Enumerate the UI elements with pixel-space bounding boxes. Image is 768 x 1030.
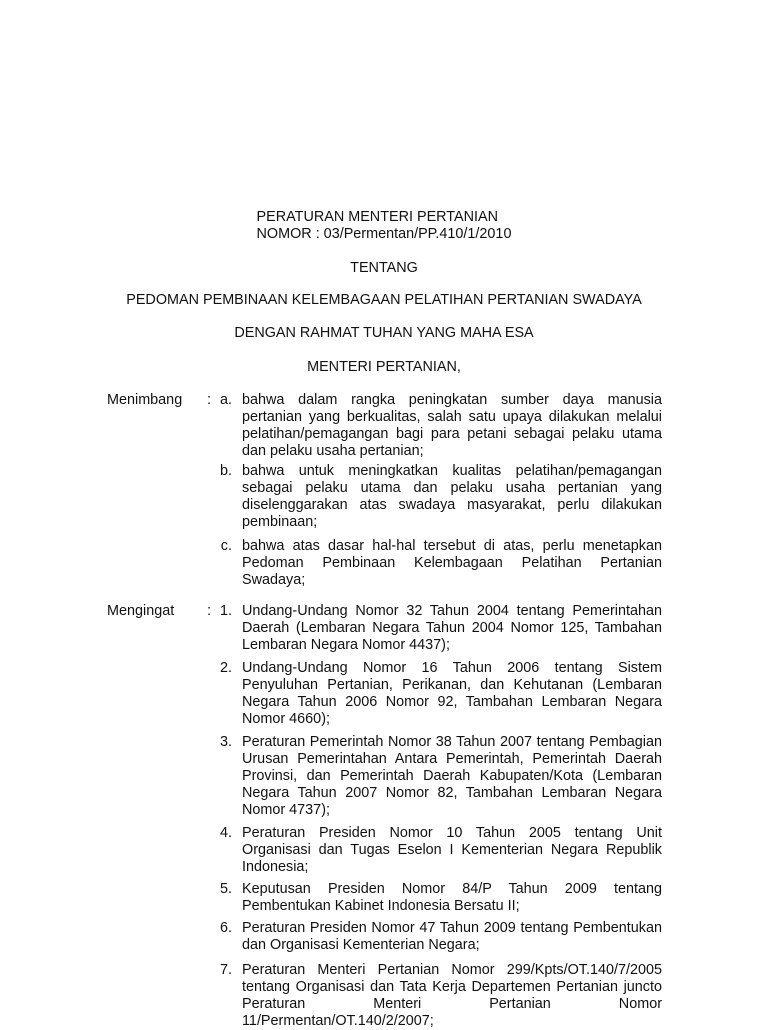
item-marker: 4. bbox=[219, 825, 232, 841]
item-marker: 5. bbox=[219, 881, 232, 897]
regulation-number: NOMOR : 03/Permentan/PP.410/1/2010 bbox=[256, 226, 512, 242]
item-text: Keputusan Presiden Nomor 84/P Tahun 2009 tentang Pembentukan Kabinet Indonesia Bersatu II; bbox=[242, 881, 662, 914]
item-marker: c. bbox=[220, 538, 232, 554]
item-text: Peraturan Menteri Pertanian Nomor 299/Kpts/OT.140/7/2005 tentang Organisasi dan Tata Kerja Departemen Pertanian juncto Peraturan Menteri Pertanian Nomor 11/Permentan/OT.140/2/2007; bbox=[242, 962, 662, 1029]
menimbang-item bbox=[200, 392, 662, 460]
regulation-title-block bbox=[0, 209, 768, 243]
mengingat-item bbox=[200, 920, 662, 954]
item-text: Undang-Undang Nomor 32 Tahun 2004 tentang Pemerintahan Daerah (Lembaran Negara Tahun 2004 Nomor 125, Tambahan Lembaran Negara Nomor 4437); bbox=[242, 603, 662, 653]
rahmat-heading: DENGAN RAHMAT TUHAN YANG MAHA ESA bbox=[234, 325, 534, 341]
item-text: Peraturan Pemerintah Nomor 38 Tahun 2007 tentang Pembagian Urusan Pemerintahan Antara Pemerintah, Pemerintah Daerah Provinsi, dan Pemerintah Daerah Kabupaten/Kota (Lembaran Negara Tahun 2007 Nomor 82, Tambahan Lembaran Negara Nomor 4737); bbox=[242, 734, 662, 818]
regulation-title: PERATURAN MENTERI PERTANIAN bbox=[256, 209, 499, 225]
item-text: bahwa untuk meningkatkan kualitas pelatihan/pemagangan sebagai pelaku utama dan pelaku usaha pertanian yang diselenggarakan atas swadaya masyarakat, perlu dilakukan pembinaan; bbox=[242, 463, 662, 530]
mengingat-item bbox=[200, 660, 662, 728]
mengingat-item bbox=[200, 603, 662, 654]
item-marker: 7. bbox=[219, 962, 232, 978]
mengingat-colon: : bbox=[207, 603, 211, 619]
item-text: Undang-Undang Nomor 16 Tahun 2006 tentang Sistem Penyuluhan Pertanian, Perikanan, dan Kehutanan (Lembaran Negara Tahun 2006 Nomor 92, Tambahan Lembaran Negara Nomor 4660); bbox=[242, 660, 662, 727]
item-text: bahwa atas dasar hal-hal tersebut di atas, perlu menetapkan Pedoman Pembinaan Kelembagaan Pelatihan Pertanian Swadaya; bbox=[242, 538, 662, 588]
tentang-heading: TENTANG bbox=[350, 260, 418, 276]
item-marker: a. bbox=[219, 392, 232, 408]
item-text: bahwa dalam rangka peningkatan sumber daya manusia pertanian yang berkualitas, salah satu upaya dilakukan melalui pelatihan/pemagangan bagi para petani sebagai pelaku utama dan pelaku usaha pertanian; bbox=[242, 392, 662, 459]
item-marker: 6. bbox=[219, 920, 232, 936]
item-marker: 2. bbox=[219, 660, 232, 676]
menimbang-label: Menimbang bbox=[107, 392, 183, 408]
item-marker: b. bbox=[219, 463, 232, 479]
item-text: Peraturan Presiden Nomor 47 Tahun 2009 tentang Pembentukan dan Organisasi Kementerian Negara; bbox=[242, 920, 662, 953]
mengingat-item bbox=[200, 881, 662, 915]
menteri-heading: MENTERI PERTANIAN, bbox=[307, 359, 461, 375]
mengingat-item bbox=[200, 962, 662, 1030]
item-text: Peraturan Presiden Nomor 10 Tahun 2005 tentang Unit Organisasi dan Tugas Eselon I Kementerian Negara Republik Indonesia; bbox=[242, 825, 662, 875]
menimbang-item bbox=[200, 538, 662, 589]
mengingat-item bbox=[200, 734, 662, 819]
menimbang-item bbox=[200, 463, 662, 531]
regulation-subject: PEDOMAN PEMBINAAN KELEMBAGAAN PELATIHAN PERTANIAN SWADAYA bbox=[126, 292, 642, 308]
menimbang-colon: : bbox=[207, 392, 211, 408]
mengingat-item bbox=[200, 825, 662, 876]
item-marker: 1. bbox=[219, 603, 232, 619]
item-marker: 3. bbox=[219, 734, 232, 750]
mengingat-label: Mengingat bbox=[107, 603, 175, 619]
